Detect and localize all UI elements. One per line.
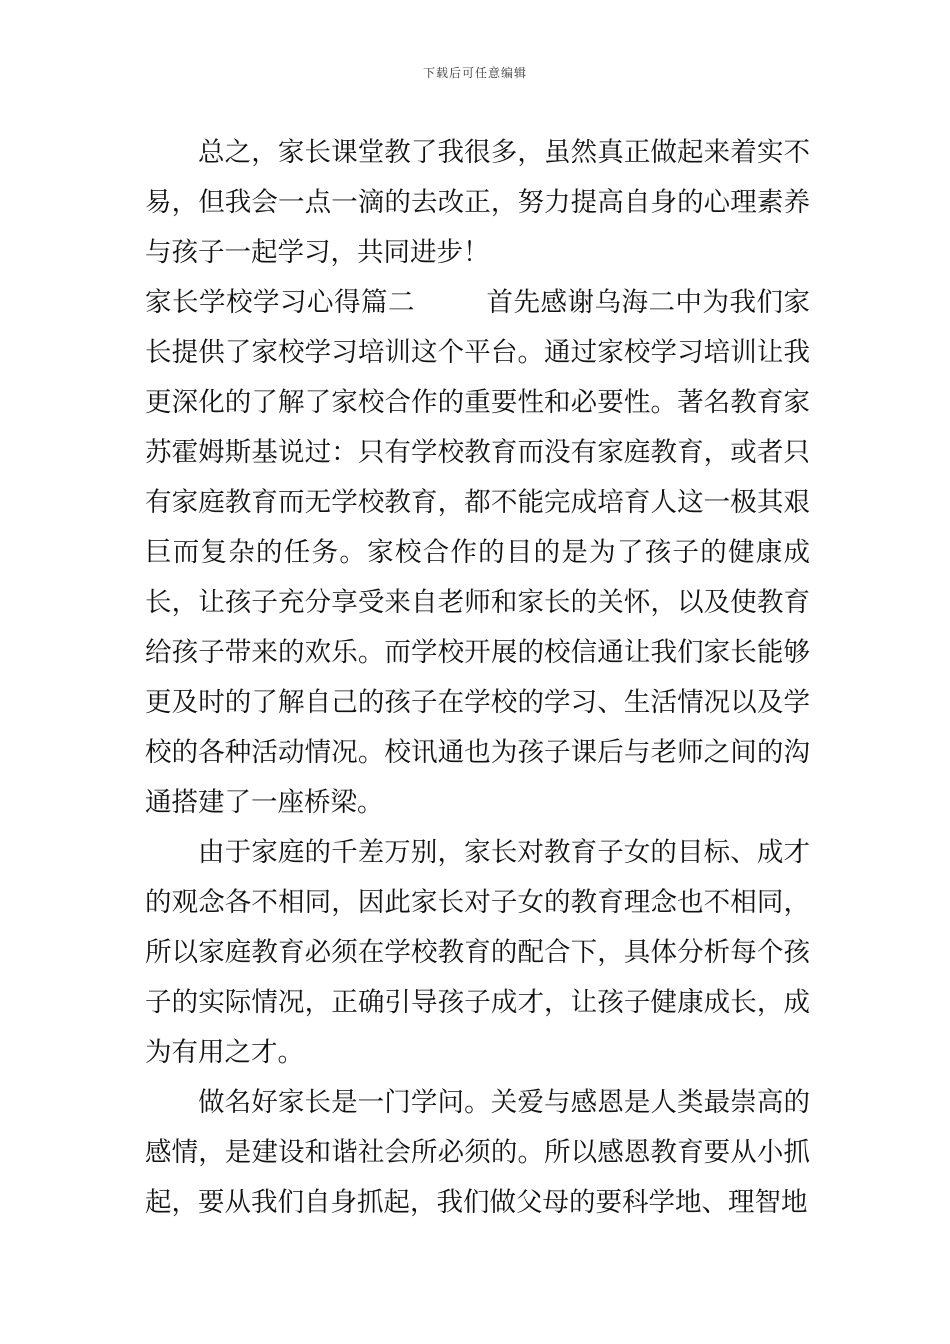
section-two-text: 首先感谢乌海二中为我们家长提供了家校学习培训这个平台。通过家校学习培训让我更深化的了解了家校合作的重要性和必要性。著名教育家苏霍姆斯基说过：只有学校教育而没有家庭教育，或者只有家庭教育而无学校教育，都不能完成培育人这一极其艰巨而复杂的任务。家校合作的目的是为了孩子的健康成长，让孩子充分享受来自老师和家长的关怀，以及使教育给孩子带来的欢乐。而学校开展的校信通让我们家长能够更及时的了解自己的孩子在学校的学习、生活情况以及学校的各种活动情况。校讯通也为孩子课后与老师之间的沟通搭建了一座桥梁。 bbox=[145, 287, 811, 818]
section-title: 家长学校学习心得篇二 bbox=[145, 287, 416, 318]
paragraph-good-parent: 做名好家长是一门学问。关爱与感恩是人类最崇高的感情，是建设和谐社会所必须的。所以感恩教育要从小抓起，要从我们自身抓起，我们做父母的要科学地、理智地 bbox=[145, 1087, 810, 1218]
paragraph-conclusion: 总之，家长课堂教了我很多，虽然真正做起来着实不易，但我会一点一滴的去改正，努力提高自身的心理素养与孩子一起学习，共同进步！ bbox=[145, 137, 810, 268]
document-body bbox=[145, 128, 810, 1228]
paragraph-family-differences: 由于家庭的千差万别，家长对教育子女的目标、成才的观念各不相同，因此家长对子女的教育理念也不相同，所以家庭教育必须在学校教育的配合下，具体分析每个孩子的实际情况，正确引导孩子成才，让孩子健康成长，成为有用之才。 bbox=[145, 837, 810, 1068]
paragraph-section-two-intro bbox=[145, 278, 810, 828]
page-header-note: 下载后可任意编辑 bbox=[422, 66, 527, 80]
